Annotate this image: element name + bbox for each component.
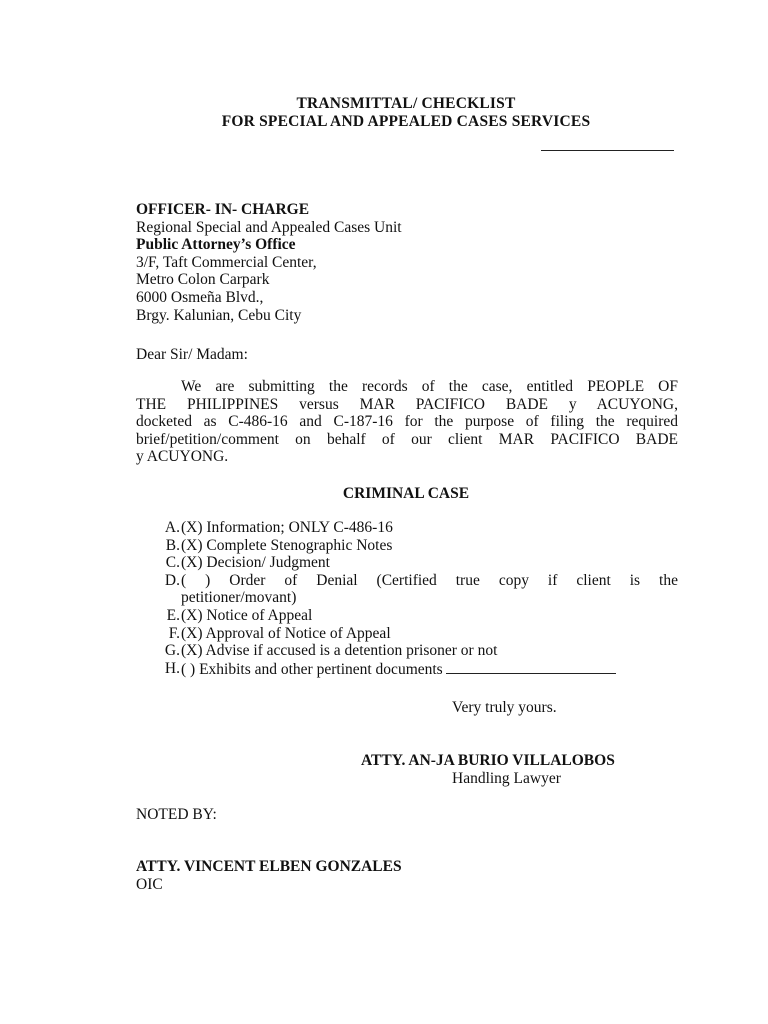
checklist-item (136, 519, 678, 537)
section-heading: CRIMINAL CASE (342, 485, 470, 502)
checklist-item-text: (X) Approval of Notice of Appeal (181, 624, 391, 642)
checklist-item-letter: D. (164, 571, 180, 589)
exhibits-blank-line (446, 660, 616, 674)
checklist-item (136, 660, 678, 678)
checklist-item-text: (X) Notice of Appeal (181, 606, 313, 624)
checklist-item-text-block (181, 572, 678, 607)
checklist-item-text: (X) Information; ONLY C-486-16 (181, 519, 393, 536)
addressee-unit: Regional Special and Appealed Cases Unit (136, 218, 402, 236)
body-line: THE PHILIPPINES versus MAR PACIFICO BADE y ACUYONG, (136, 395, 678, 413)
body-paragraph (136, 378, 678, 466)
date-blank-line (541, 150, 674, 151)
checklist-item (136, 625, 678, 643)
checklist-item-letter: A. (164, 519, 180, 536)
body-line: docketed as C-486-16 and C-187-16 for the purpose of filing the required (136, 413, 678, 431)
checklist-item (136, 642, 678, 660)
addressee-address-line: 6000 Osmeña Blvd., (136, 288, 264, 306)
body-line: brief/petition/comment on behalf of our client MAR PACIFICO BADE (136, 430, 678, 448)
checklist-item-text-wrapper (181, 660, 678, 679)
addressee-address-line: Metro Colon Carpark (136, 271, 270, 289)
noted-by-label: NOTED BY: (136, 806, 217, 823)
handling-lawyer-role: Handling Lawyer (452, 770, 561, 787)
handling-lawyer-name: ATTY. AN-JA BURIO VILLALOBOS (361, 752, 615, 769)
checklist-item-letter: H. (164, 659, 180, 677)
checklist-item (136, 554, 678, 572)
checklist-item-letter: F. (168, 624, 180, 642)
oic-name: ATTY. VINCENT ELBEN GONZALES (136, 858, 402, 875)
checklist (136, 519, 678, 677)
document-title-line-2: FOR SPECIAL AND APPEALED CASES SERVICES (221, 113, 591, 130)
salutation: Dear Sir/ Madam: (136, 346, 248, 363)
checklist-item-text-continued: petitioner/movant) (181, 589, 297, 607)
checklist-item-letter: C. (165, 554, 180, 572)
document-title-line-1: TRANSMITTAL/ CHECKLIST (296, 95, 516, 112)
checklist-item-text: (X) Complete Stenographic Notes (181, 536, 393, 554)
checklist-item-text: (X) Advise if accused is a detention prisoner or not (181, 642, 498, 660)
checklist-item-letter: E. (166, 606, 180, 624)
checklist-item-letter: G. (164, 642, 180, 660)
checklist-item-letter: B. (165, 536, 180, 554)
addressee-office: Public Attorney’s Office (136, 236, 296, 254)
checklist-item (136, 537, 678, 555)
checklist-item (136, 607, 678, 625)
oic-role: OIC (136, 876, 163, 893)
addressee-title: OFFICER- IN- CHARGE (136, 201, 310, 218)
checklist-item-text: ( ) Exhibits and other pertinent documents (181, 660, 443, 678)
body-line: y ACUYONG. (136, 448, 229, 466)
checklist-item (136, 572, 678, 607)
checklist-item-text: (X) Decision/ Judgment (181, 554, 330, 572)
closing-line: Very truly yours. (452, 699, 557, 716)
body-line: We are submitting the records of the case, entitled PEOPLE OF (181, 378, 678, 395)
addressee-address-line: 3/F, Taft Commercial Center, (136, 253, 317, 271)
addressee-address-line: Brgy. Kalunian, Cebu City (136, 306, 302, 324)
addressee-block (136, 201, 402, 324)
checklist-item-text: ( ) Order of Denial (Certified true copy if client is the (181, 571, 678, 589)
